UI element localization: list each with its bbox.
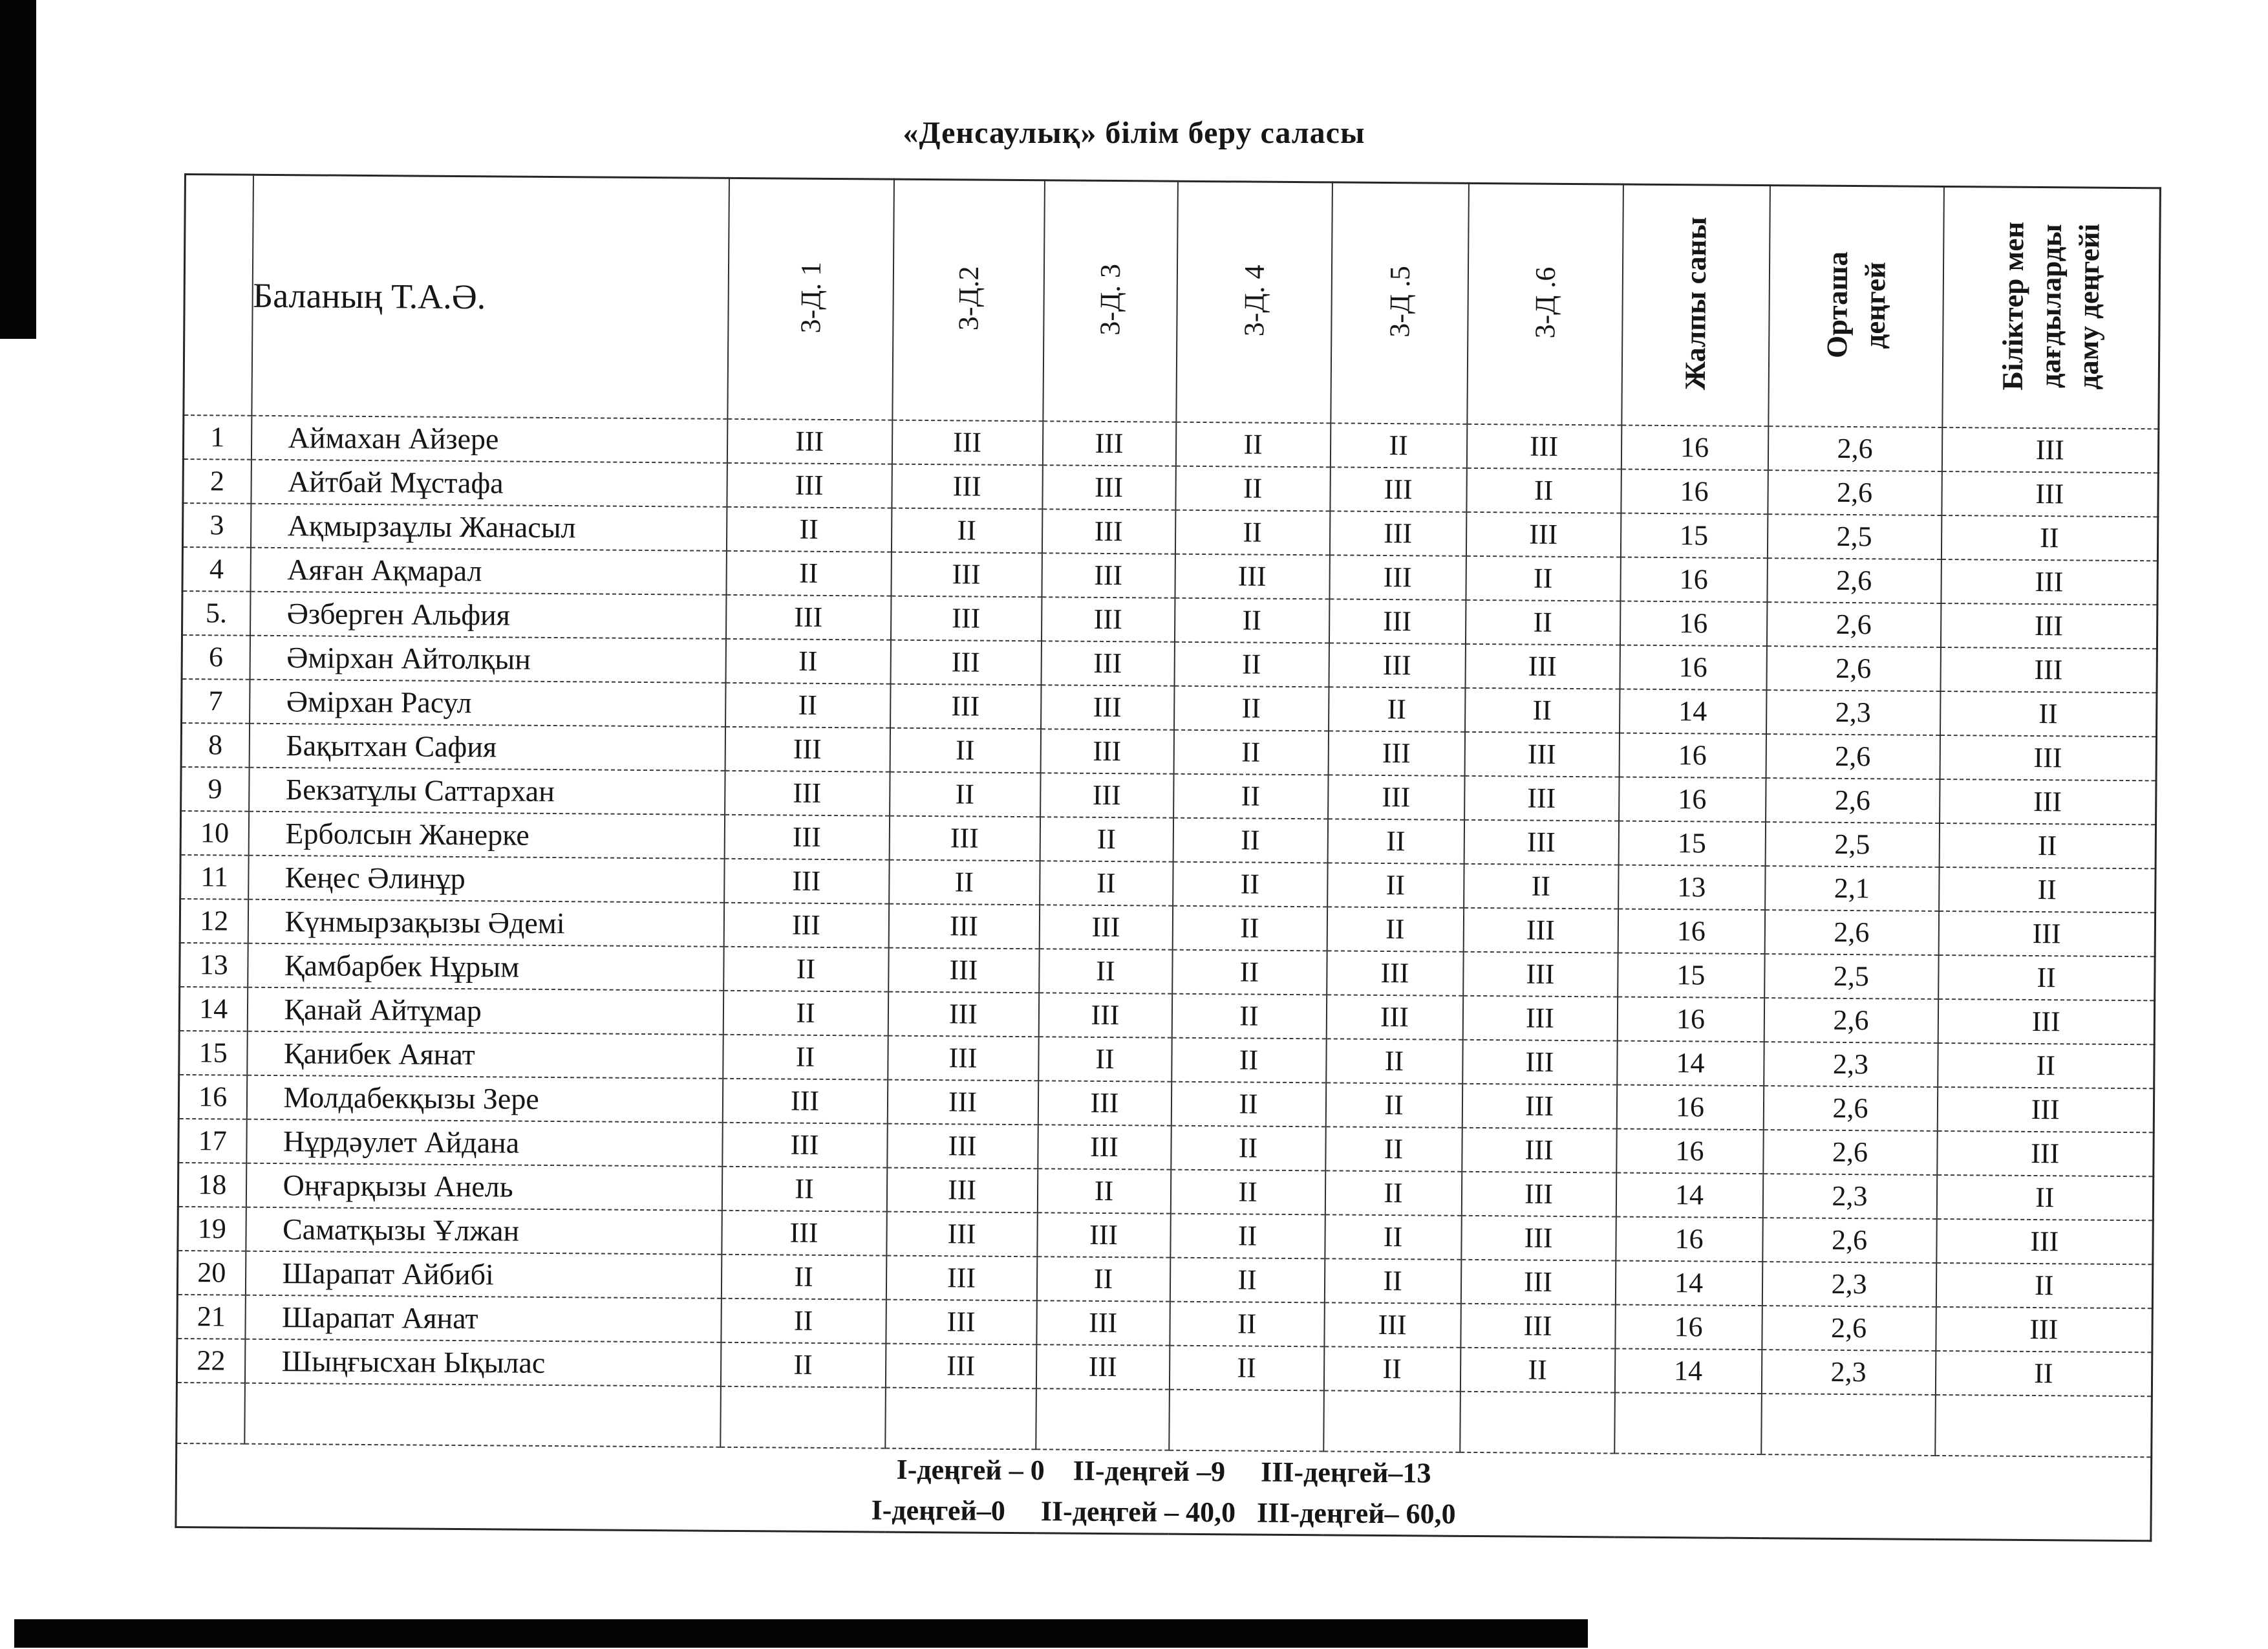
mark-d3: II xyxy=(1038,1037,1171,1081)
skills-level: II xyxy=(1941,515,2157,560)
average-level: 2,6 xyxy=(1768,470,1942,515)
total-count: 14 xyxy=(1616,1172,1762,1218)
row-number: 9 xyxy=(181,766,249,811)
mark-d3: III xyxy=(1040,729,1173,773)
mark-d4: II xyxy=(1174,685,1329,731)
mark-d2: III xyxy=(889,815,1040,861)
mark-d4: II xyxy=(1170,1213,1325,1258)
mark-d5: III xyxy=(1329,599,1465,643)
row-number: 18 xyxy=(178,1162,246,1207)
column-header-task-5: 3-Д .5 xyxy=(1331,182,1469,424)
page-title: «Денсаулық» білім беру саласы xyxy=(903,116,1365,150)
mark-d1: III xyxy=(722,1122,887,1167)
mark-d3: III xyxy=(1040,773,1173,817)
mark-d6: III xyxy=(1466,424,1621,469)
row-number: 6 xyxy=(182,634,250,679)
mark-d6: III xyxy=(1464,775,1619,821)
mark-d5: II xyxy=(1324,1258,1460,1303)
total-count: 16 xyxy=(1618,909,1764,954)
empty-cell xyxy=(885,1387,1036,1449)
average-level: 2,6 xyxy=(1767,558,1941,603)
column-header-task-1: 3-Д. 1 xyxy=(727,178,894,420)
mark-d3: III xyxy=(1037,1212,1170,1257)
mark-d6: II xyxy=(1465,599,1620,645)
skills-level: III xyxy=(1940,779,2156,824)
mark-d6: III xyxy=(1461,1215,1616,1260)
student-name: Аяған Ақмарал xyxy=(250,547,726,594)
footer-row xyxy=(176,1443,2152,1540)
mark-d1: II xyxy=(723,1034,888,1079)
skills-level: III xyxy=(1936,1218,2153,1264)
assessment-table-wrapper xyxy=(175,173,2161,1542)
mark-d1: II xyxy=(723,990,888,1035)
mark-d3: II xyxy=(1039,949,1172,993)
total-count: 16 xyxy=(1616,1216,1762,1262)
student-name: Қанай Айтұмар xyxy=(247,987,723,1034)
table-body xyxy=(177,415,2158,1396)
mark-d6: III xyxy=(1461,1171,1616,1216)
empty-cell xyxy=(1761,1394,1936,1456)
mark-d3: III xyxy=(1041,641,1174,685)
column-header-total: Жалпы саны xyxy=(1621,184,1770,426)
average-level: 2,3 xyxy=(1764,1042,1938,1087)
mark-d3: III xyxy=(1036,1300,1170,1345)
skills-level: II xyxy=(1938,1042,2154,1088)
row-number: 14 xyxy=(179,986,247,1031)
mark-d6: II xyxy=(1460,1347,1614,1392)
mark-d4: III xyxy=(1175,554,1329,599)
mark-d5: II xyxy=(1329,687,1465,731)
mark-d2: III xyxy=(892,464,1042,509)
total-count: 15 xyxy=(1618,953,1764,998)
mark-d4: II xyxy=(1175,422,1330,467)
row-number: 8 xyxy=(181,722,249,767)
student-name: Қанибек Аянат xyxy=(247,1031,723,1078)
total-count: 14 xyxy=(1614,1348,1761,1394)
student-name: Шарапат Айбибі xyxy=(245,1251,721,1298)
mark-d5: III xyxy=(1328,731,1464,775)
mark-d2: III xyxy=(888,947,1039,993)
student-name: Айтбай Мұстафа xyxy=(251,459,727,506)
mark-d4: II xyxy=(1173,817,1327,863)
scan-artifact-bottom-bar xyxy=(14,1619,1588,1648)
mark-d6: II xyxy=(1466,468,1621,513)
mark-d2: III xyxy=(887,1123,1038,1169)
mark-d3: III xyxy=(1042,421,1175,466)
student-name: Ерболсын Жанерке xyxy=(248,811,724,858)
total-count: 16 xyxy=(1616,1084,1763,1130)
mark-d2: II xyxy=(891,508,1042,553)
mark-d1: III xyxy=(723,902,888,947)
mark-d4: II xyxy=(1175,510,1329,555)
mark-d2: III xyxy=(886,1211,1037,1256)
mark-d6: II xyxy=(1466,555,1620,601)
row-number: 5. xyxy=(182,590,250,635)
empty-cell xyxy=(1036,1388,1170,1450)
skills-level: II xyxy=(1936,1262,2152,1308)
skills-level: III xyxy=(1938,911,2155,956)
mark-d5: III xyxy=(1329,643,1465,687)
empty-cell xyxy=(720,1386,886,1448)
mark-d6: III xyxy=(1464,731,1619,777)
skills-level: III xyxy=(1936,1306,2152,1352)
average-level: 2,3 xyxy=(1762,1174,1936,1219)
mark-d2: III xyxy=(886,1255,1036,1300)
total-count: 14 xyxy=(1620,689,1766,734)
total-count: 16 xyxy=(1620,601,1766,646)
student-name: Шыңғысхан Ықылас xyxy=(244,1339,720,1386)
mark-d2: II xyxy=(889,859,1040,905)
mark-d5: III xyxy=(1326,995,1462,1039)
mark-d3: III xyxy=(1038,1125,1171,1169)
average-level: 2,6 xyxy=(1763,1130,1937,1175)
average-level: 2,5 xyxy=(1764,954,1938,999)
mark-d4: II xyxy=(1171,1081,1325,1126)
mark-d2: II xyxy=(890,727,1040,773)
student-name: Әзберген Альфия xyxy=(250,591,726,638)
average-level: 2,5 xyxy=(1767,514,1941,559)
mark-d4: II xyxy=(1169,1345,1323,1390)
mark-d5: II xyxy=(1327,907,1463,951)
mark-d2: III xyxy=(887,1079,1038,1125)
student-name: Кеңес Әлинұр xyxy=(248,855,724,902)
table-tail xyxy=(176,1382,2152,1540)
average-level: 2,6 xyxy=(1762,1218,1936,1263)
mark-d1: III xyxy=(727,418,892,464)
mark-d6: III xyxy=(1462,1083,1616,1128)
mark-d3: II xyxy=(1040,861,1173,905)
student-name: Ақмырзаұлы Жанасыл xyxy=(250,503,726,550)
total-count: 14 xyxy=(1615,1260,1762,1306)
row-number: 13 xyxy=(180,942,248,987)
skills-level: II xyxy=(1936,1174,2153,1220)
total-count: 16 xyxy=(1619,777,1766,822)
mark-d1: II xyxy=(722,1166,886,1211)
mark-d6: III xyxy=(1463,907,1618,953)
mark-d1: II xyxy=(723,946,888,991)
column-header-average: Орташа деңгей xyxy=(1768,186,1944,427)
skills-level: II xyxy=(1935,1350,2152,1396)
total-count: 16 xyxy=(1616,1128,1763,1174)
row-number: 2 xyxy=(183,458,251,503)
mark-d6: II xyxy=(1464,863,1618,909)
student-name: Саматқызы Ұлжан xyxy=(246,1207,722,1254)
mark-d2: II xyxy=(890,771,1040,817)
skills-level: II xyxy=(1940,691,2157,736)
average-level: 2,3 xyxy=(1761,1350,1935,1395)
column-header-task-6: 3-Д .6 xyxy=(1467,183,1623,425)
mark-d5: II xyxy=(1325,1214,1461,1259)
mark-d2: III xyxy=(890,640,1041,685)
skills-level: III xyxy=(1940,603,2157,648)
mark-d1: III xyxy=(724,858,889,903)
column-header-task-2: 3-Д.2 xyxy=(892,179,1045,421)
total-count: 15 xyxy=(1620,513,1767,558)
skills-level: III xyxy=(1937,1130,2154,1176)
mark-d2: III xyxy=(886,1167,1037,1212)
header-row xyxy=(184,175,2161,429)
mark-d2: III xyxy=(892,420,1042,465)
mark-d2: III xyxy=(886,1299,1036,1344)
row-number: 17 xyxy=(178,1118,246,1163)
mark-d1: III xyxy=(722,1210,886,1255)
mark-d6: III xyxy=(1460,1303,1615,1348)
mark-d6: III xyxy=(1462,1127,1616,1172)
row-number: 10 xyxy=(180,810,248,855)
average-level: 2,6 xyxy=(1764,998,1938,1043)
total-count: 16 xyxy=(1620,557,1767,602)
skills-level: III xyxy=(1937,1086,2154,1132)
mark-d1: II xyxy=(725,638,890,684)
skills-level: III xyxy=(1941,559,2157,604)
total-count: 16 xyxy=(1619,733,1766,778)
mark-d3: II xyxy=(1037,1169,1170,1213)
average-level: 2,6 xyxy=(1763,1086,1937,1131)
student-name: Күнмырзақызы Әдемі xyxy=(248,899,723,946)
average-level: 2,6 xyxy=(1766,778,1940,823)
summary-percent-line: І-деңгей–0 ІІ-деңгей – 40,0 ІІІ-деңгей– 60,0 xyxy=(871,1494,1456,1531)
mark-d5: III xyxy=(1328,775,1464,819)
mark-d6: III xyxy=(1462,1039,1617,1084)
mark-d3: III xyxy=(1036,1344,1169,1389)
mark-d5: II xyxy=(1323,1346,1460,1391)
summary-note xyxy=(176,1443,2152,1540)
mark-d4: II xyxy=(1170,1257,1324,1302)
skills-level: II xyxy=(1939,867,2156,912)
average-level: 2,6 xyxy=(1768,426,1942,471)
mark-d3: II xyxy=(1036,1256,1170,1301)
mark-d1: III xyxy=(725,770,890,815)
row-number: 3 xyxy=(182,502,250,547)
mark-d1: III xyxy=(727,462,892,508)
mark-d4: II xyxy=(1170,1301,1324,1346)
empty-cell xyxy=(1323,1390,1460,1452)
average-level: 2,6 xyxy=(1764,910,1938,955)
student-name: Әмірхан Айтолқын xyxy=(250,635,725,682)
mark-d5: III xyxy=(1327,951,1463,995)
average-level: 2,3 xyxy=(1766,690,1940,735)
mark-d5: II xyxy=(1326,1039,1462,1083)
skills-level: III xyxy=(1940,647,2157,692)
empty-cell xyxy=(1169,1389,1324,1451)
row-number: 22 xyxy=(177,1338,244,1383)
mark-d5: II xyxy=(1330,423,1466,468)
row-number: 12 xyxy=(180,898,248,943)
student-name: Оңғарқызы Анель xyxy=(246,1163,722,1210)
mark-d4: II xyxy=(1171,1125,1325,1170)
scan-artifact-left-strip xyxy=(0,0,36,339)
average-level: 2,3 xyxy=(1762,1262,1936,1307)
student-name: Шарапат Аянат xyxy=(245,1295,721,1342)
column-header-task-3: 3-Д. 3 xyxy=(1043,180,1178,422)
mark-d6: III xyxy=(1464,819,1618,865)
mark-d4: II xyxy=(1171,1037,1326,1083)
mark-d4: II xyxy=(1173,861,1327,907)
mark-d3: III xyxy=(1042,465,1175,510)
total-count: 16 xyxy=(1615,1304,1762,1350)
student-name: Аймахан Айзере xyxy=(251,415,727,462)
empty-cell xyxy=(1460,1391,1615,1453)
mark-d2: III xyxy=(888,903,1039,949)
total-count: 14 xyxy=(1617,1040,1764,1086)
total-count: 16 xyxy=(1621,469,1768,514)
mark-d1: III xyxy=(725,726,890,771)
mark-d1: II xyxy=(721,1298,886,1343)
average-level: 2,1 xyxy=(1765,866,1939,911)
row-number: 11 xyxy=(180,854,248,899)
empty-cell xyxy=(177,1382,245,1443)
mark-d6: III xyxy=(1465,643,1620,689)
column-header-number xyxy=(184,175,253,416)
mark-d5: II xyxy=(1327,819,1464,863)
skills-level: II xyxy=(1938,954,2155,1000)
row-number: 4 xyxy=(182,546,250,591)
average-level: 2,6 xyxy=(1762,1306,1936,1351)
mark-d5: III xyxy=(1329,511,1466,555)
mark-d5: III xyxy=(1324,1302,1460,1347)
mark-d4: II xyxy=(1172,949,1327,995)
assessment-table xyxy=(175,173,2161,1542)
column-header-skills: Біліктер мен дағдыларды даму деңгейі xyxy=(1942,186,2161,428)
student-name: Әмірхан Расул xyxy=(250,679,725,726)
mark-d6: III xyxy=(1460,1259,1615,1304)
row-number: 19 xyxy=(178,1206,246,1251)
mark-d3: II xyxy=(1040,817,1173,861)
student-name: Қамбарбек Нұрым xyxy=(248,943,723,990)
row-number: 7 xyxy=(182,678,250,723)
table-header xyxy=(184,175,2161,429)
skills-level: III xyxy=(1942,471,2158,516)
summary-counts-line: І-деңгей – 0 ІІ-деңгей –9 ІІІ-деңгей–13 xyxy=(896,1453,1431,1489)
row-number: 1 xyxy=(183,415,251,460)
mark-d2: III xyxy=(885,1343,1036,1388)
mark-d2: III xyxy=(890,596,1041,641)
mark-d3: III xyxy=(1039,905,1172,949)
mark-d5: III xyxy=(1329,555,1466,599)
row-number: 20 xyxy=(177,1250,245,1295)
total-count: 13 xyxy=(1618,865,1765,910)
mark-d3: III xyxy=(1042,509,1175,554)
mark-d6: III xyxy=(1466,512,1620,557)
total-count: 16 xyxy=(1620,645,1766,690)
mark-d1: III xyxy=(722,1078,887,1123)
mark-d5: II xyxy=(1325,1083,1462,1127)
mark-d4: II xyxy=(1174,641,1329,687)
mark-d4: II xyxy=(1175,466,1330,511)
mark-d1: III xyxy=(724,814,889,859)
mark-d2: III xyxy=(891,552,1042,597)
average-level: 2,6 xyxy=(1766,646,1940,691)
mark-d4: II xyxy=(1172,905,1327,951)
skills-level: III xyxy=(1942,427,2158,472)
mark-d6: III xyxy=(1462,995,1617,1040)
total-count: 16 xyxy=(1617,997,1764,1042)
mark-d5: II xyxy=(1325,1170,1461,1215)
total-count: 16 xyxy=(1621,425,1768,470)
student-name: Нұрдәулет Айдана xyxy=(246,1119,722,1166)
student-name: Бекзатұлы Саттархан xyxy=(249,767,725,814)
mark-d1: II xyxy=(721,1254,886,1299)
mark-d4: II xyxy=(1171,993,1326,1039)
row-number: 21 xyxy=(177,1294,245,1339)
mark-d3: III xyxy=(1038,1081,1171,1125)
mark-d1: II xyxy=(726,550,891,596)
mark-d1: II xyxy=(720,1342,885,1387)
mark-d1: II xyxy=(725,682,890,727)
mark-d2: III xyxy=(890,684,1041,729)
student-name: Молдабекқызы Зере xyxy=(246,1075,722,1122)
mark-d5: III xyxy=(1330,467,1466,512)
column-header-name: Баланың Т.А.Ә. xyxy=(251,175,729,418)
mark-d1: III xyxy=(725,594,890,640)
total-count: 15 xyxy=(1618,821,1765,866)
student-name: Бақытхан Сафия xyxy=(249,723,725,770)
mark-d2: III xyxy=(888,991,1038,1037)
empty-cell xyxy=(244,1383,721,1447)
skills-level: III xyxy=(1938,998,2154,1044)
mark-d3: III xyxy=(1038,993,1171,1037)
empty-cell xyxy=(1935,1394,2152,1456)
mark-d3: III xyxy=(1042,553,1175,598)
mark-d6: III xyxy=(1463,951,1618,997)
mark-d4: II xyxy=(1174,598,1329,643)
average-level: 2,6 xyxy=(1766,602,1940,647)
column-header-task-4: 3-Д. 4 xyxy=(1176,181,1332,423)
empty-cell xyxy=(1614,1392,1762,1454)
mark-d5: II xyxy=(1325,1126,1462,1171)
mark-d4: II xyxy=(1173,729,1328,775)
row-number: 16 xyxy=(178,1074,246,1119)
mark-d1: II xyxy=(726,506,891,552)
mark-d3: III xyxy=(1041,685,1174,729)
skills-level: II xyxy=(1939,823,2156,868)
mark-d4: II xyxy=(1170,1169,1325,1214)
average-level: 2,5 xyxy=(1765,822,1939,867)
row-number: 15 xyxy=(179,1030,247,1075)
average-level: 2,6 xyxy=(1766,734,1940,779)
mark-d5: II xyxy=(1327,863,1464,907)
mark-d4: II xyxy=(1173,773,1328,819)
skills-level: III xyxy=(1940,735,2156,780)
mark-d6: II xyxy=(1465,687,1620,733)
mark-d3: III xyxy=(1041,597,1174,641)
mark-d2: III xyxy=(888,1035,1038,1081)
